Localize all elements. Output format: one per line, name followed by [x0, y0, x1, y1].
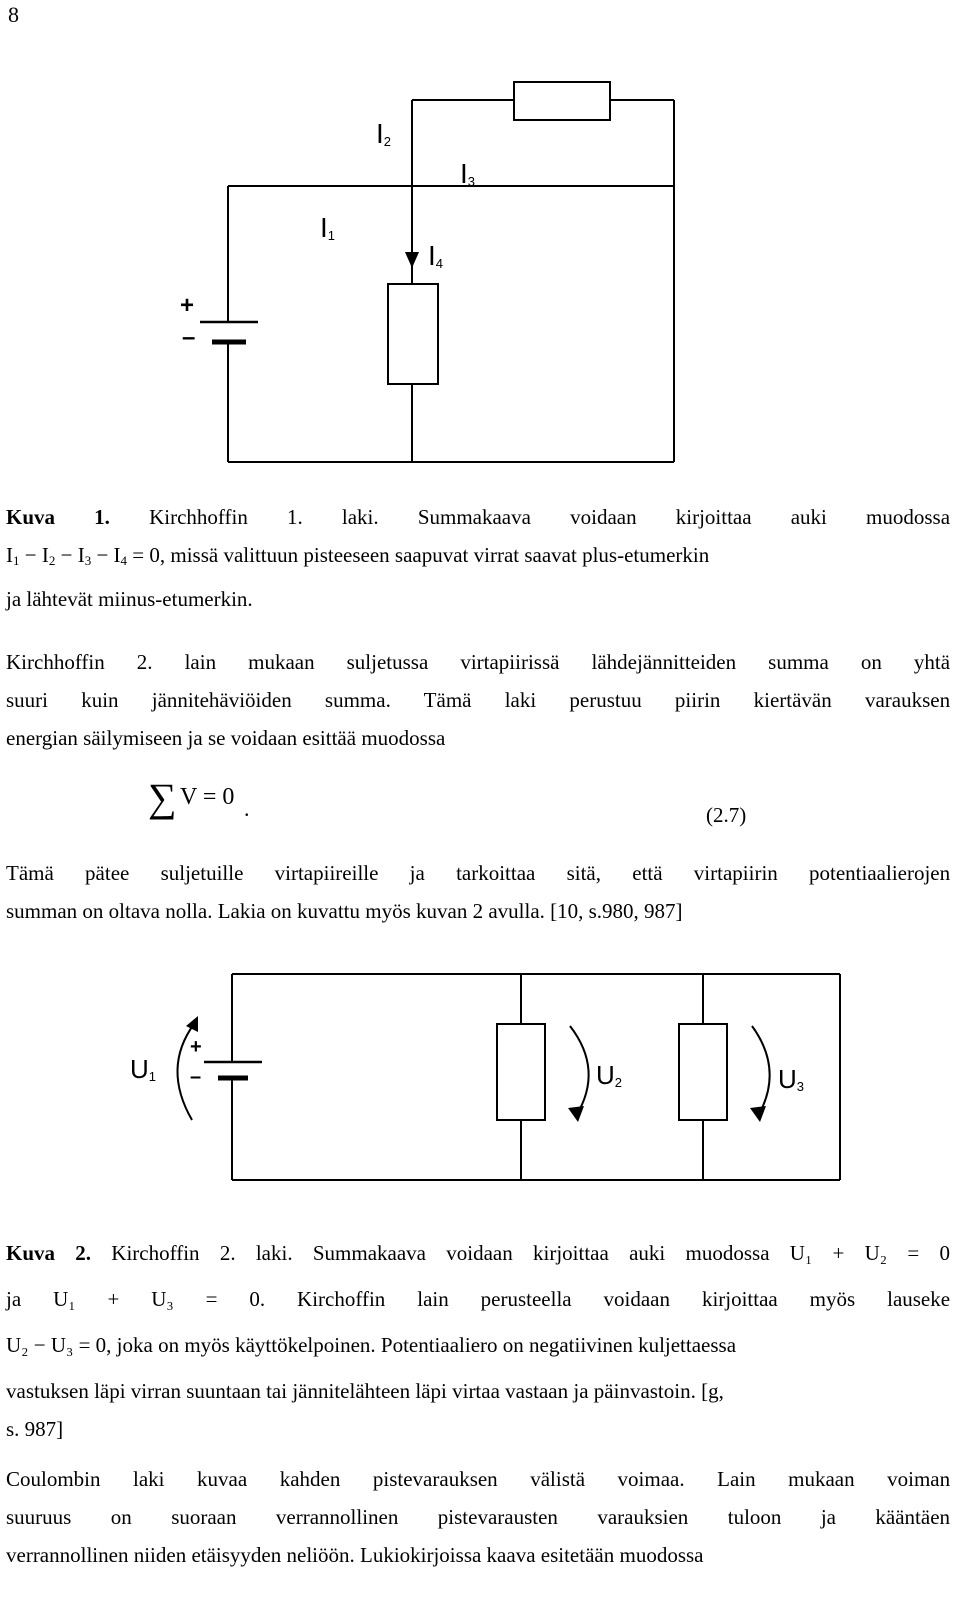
caption-2-line-1: Kuva 2. Kirchoffin 2. laki. Summakaava voidaan kirjoittaa auki muodossa U₁ + U₂ = 0 — [6, 1241, 950, 1265]
arrow-i4 — [405, 252, 419, 268]
figure-1-caption — [6, 498, 950, 618]
label-u3: $U_3$ — [778, 1064, 805, 1094]
arrow-u1 — [186, 1016, 198, 1032]
para-1-line-3: energian säilymiseen ja se voidaan esittää muodossa — [6, 726, 446, 750]
caption-2-line-2: ja U₁ + U₃ = 0. Kirchoffin lain perusteella voidaan kirjoittaa myös lauseke — [6, 1287, 951, 1311]
caption-1-line-3: ja lähtevät miinus-etumerkin. — [6, 587, 253, 611]
battery-plus-label: + — [180, 292, 195, 319]
caption-1-line-2: $I_1 - I_2 - I_3 - I_4 = 0$, missä valittuun pisteeseen saapuvat virrat saavat plus-etumerkin — [6, 543, 710, 568]
u3-arc — [752, 1026, 770, 1116]
arrow-u2 — [568, 1106, 584, 1122]
para-3-line-3: verrannollinen niiden etäisyyden neliöön. Lukiokirjoissa kaava esitetään muodossa — [6, 1543, 704, 1567]
label-i3: $I_3$ — [460, 158, 476, 189]
equation-dot: . — [244, 796, 250, 821]
para-2-line-1: Tämä pätee suljetuille virtapiireille ja tarkoittaa sitä, että virtapiirin potentiaalierojen — [6, 861, 951, 885]
caption-1-line-1: Kuva 1. Kirchhoffin 1. laki. Summakaava voidaan kirjoittaa auki muodossa — [6, 505, 951, 529]
caption-2-line-4: vastuksen läpi virran suuntaan tai jännitelähteen läpi virtaa vastaan ja päinvastoin. [g, — [6, 1379, 724, 1403]
para-1-line-1: Kirchhoffin 2. lain mukaan suljetussa virtapiirissä lähdejännitteiden summa on yhtä — [6, 650, 951, 674]
para-1-line-2: suuri kuin jännitehäviöiden summa. Tämä laki perustuu piirin kiertävän varauksen — [6, 688, 951, 712]
equation-number: (2.7) — [706, 803, 747, 827]
battery-2-plus-label: + — [190, 1036, 202, 1058]
paragraph-coulomb — [6, 1460, 950, 1574]
label-u1: $U_1$ — [130, 1054, 157, 1084]
caption-2-line-5: s. 987] — [6, 1417, 64, 1441]
kirchhoff-1-formula: $I_1 - I_2 - I_3 - I_4 = 0$ — [6, 543, 160, 568]
label-i2: $I_2$ — [376, 118, 392, 149]
label-i4: $I_4$ — [428, 240, 444, 271]
figure-2-caption — [6, 1234, 950, 1448]
arrow-u3 — [750, 1106, 766, 1122]
para-3-line-2: suuruus on suoraan verrannollinen pistevarausten varauksien tuloon ja kääntäen — [6, 1505, 951, 1529]
label-i1: $I_1$ — [320, 212, 336, 243]
paragraph-kirchhoff-2 — [6, 643, 950, 757]
caption-2-line-3: U₂ − U₃ = 0, joka on myös käyttökelpoinen. Potentiaaliero on negatiivinen kuljettaessa — [6, 1333, 737, 1357]
equation-body: V = 0 — [180, 784, 235, 810]
para-3-line-1: Coulombin laki kuvaa kahden pistevarauksen välistä voimaa. Lain mukaan voiman — [6, 1467, 951, 1491]
label-u2: $U_2$ — [596, 1060, 623, 1090]
page-number: 8 — [8, 2, 19, 27]
battery-minus-label: – — [182, 324, 196, 351]
u2-arc — [570, 1026, 589, 1116]
figure-2-circuit — [120, 960, 870, 1200]
para-2-line-2: summan on oltava nolla. Lakia on kuvattu myös kuvan 2 avulla. [10, s.980, 987] — [6, 899, 683, 923]
battery-2-minus-label: – — [190, 1066, 202, 1088]
sigma-symbol: ∑ — [148, 775, 177, 820]
paragraph-potential — [6, 854, 950, 930]
